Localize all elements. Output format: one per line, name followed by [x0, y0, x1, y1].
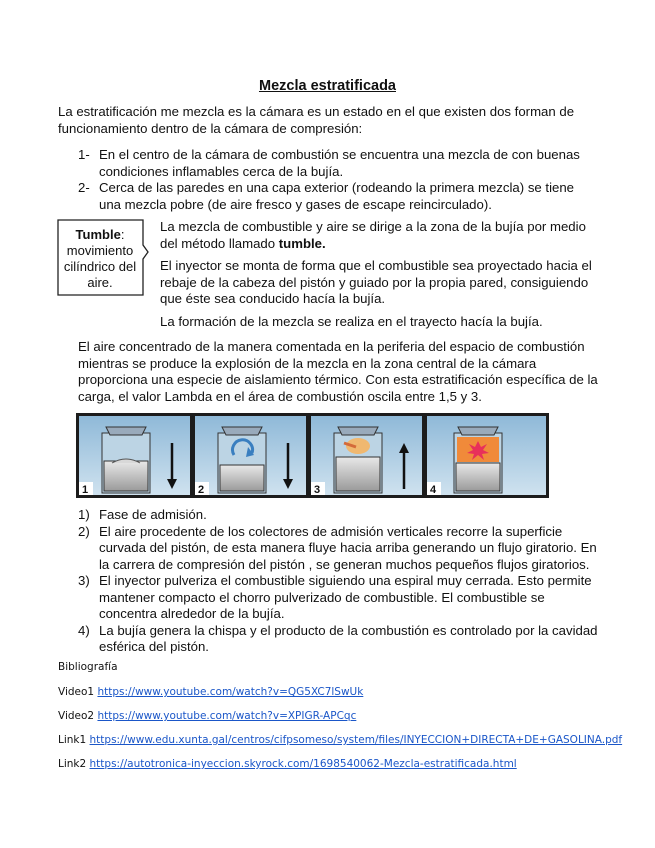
- intro-paragraph: La estratificación me mezcla es la cámara es un estado en el que existen dos forman de funcionamiento dentro de la cámara de compresión:: [58, 104, 575, 136]
- tumble-paragraph: La mezcla de combustible y aire se dirige a la zona de la bujía por medio del método llamado tumble.: [160, 219, 586, 251]
- list-item: 2- Cerca de las paredes en una capa exterior (rodeando la primera mezcla) se tiene una mezcla pobre (de aire fresco y gases de escape reincirculado).: [78, 180, 575, 212]
- phase-2-panel: [195, 416, 306, 495]
- phase-label-1: 1: [82, 484, 89, 496]
- tumble-definition: movimiento cilíndrico del aire.: [63, 243, 137, 290]
- ref-link2: Link2 https://autotronica-inyeccion.skyrock.com/1698540062-Mezcla-estratificada.html: [58, 758, 517, 770]
- list-item: 2) El aire procedente de los colectores de admisión verticales recorre la superficie curvada del pistón, de esta manera fluye hacia arriba generando un flujo giratorio. En la carrera de compresión del pistón , se generan muchos pequeños flujos giratorios.: [78, 523, 597, 572]
- phase-label-4: 4: [430, 484, 437, 496]
- air-insulation-paragraph: El aire concentrado de la manera comentada en la periferia del espacio de combustión mientras se produce la explosión de la mezcla en la zona central de la cámara proporciona una especie de aislamiento térmico. Con esta estratificación específica de la carga, el valor Lambda en el área de combustión oscila entre 1,5 y 3.: [78, 339, 598, 404]
- list-item: 4) La bujía genera la chispa y el producto de la combustión es controlado por la cavidad esférica del pistón.: [78, 622, 598, 654]
- list-item: 1- En el centro de la cámara de combustión se encuentra una mezcla de con buenas condiciones inflamables cerca de la bujía.: [78, 147, 580, 179]
- ref-link1: Link1 https://www.edu.xunta.gal/centros/cifpsomeso/system/files/INYECCION+DIRECTA+DE+GASOLINA.pdf: [58, 734, 623, 746]
- list-item: 3) El inyector pulveriza el combustible siguiendo una espiral muy cerrada. Esto permite mantener compacto el chorro pulverizado de combustible. El combustible se concentra alrededor de la bujía.: [78, 573, 592, 621]
- mixture-formation-paragraph: La formación de la mezcla se realiza en el trayecto hacía la bujía.: [160, 314, 543, 329]
- ref-link[interactable]: https://www.youtube.com/watch?v=QG5XC7lSwUk: [97, 686, 364, 698]
- ref-link[interactable]: https://autotronica-inyeccion.skyrock.com/1698540062-Mezcla-estratificada.html: [89, 758, 517, 770]
- list-item: 1) Fase de admisión.: [78, 507, 207, 522]
- injector-paragraph: El inyector se monta de forma que el combustible sea proyectado hacia el rebaje de la cabeza del pistón y guiado por la propia pared, consiguiendo que éste sea conducido hacía la bujía.: [160, 258, 592, 306]
- stratification-list: [78, 147, 598, 213]
- phases-list: [78, 507, 598, 656]
- page-title: Mezcla estratificada: [258, 78, 396, 94]
- ref-link[interactable]: https://www.edu.xunta.gal/centros/cifpsomeso/system/files/INYECCION+DIRECTA+DE+GASOLINA.pdf: [89, 734, 623, 746]
- phase-1-panel: [79, 416, 190, 495]
- tumble-term: Tumble: [75, 227, 121, 242]
- engine-phases-figure: [76, 413, 549, 498]
- tumble-callout: Tumble: movimiento cilíndrico del aire.: [57, 219, 149, 297]
- bibliography-heading: Bibliografía: [58, 661, 118, 673]
- phase-3-panel: [311, 416, 422, 495]
- phase-4-panel: [427, 416, 546, 495]
- phase-label-3: 3: [314, 484, 321, 496]
- ref-link[interactable]: https://www.youtube.com/watch?v=XPIGR-APCqc: [97, 710, 357, 722]
- ref-video1: Video1 https://www.youtube.com/watch?v=QG5XC7lSwUk: [58, 686, 364, 698]
- phase-label-2: 2: [198, 484, 205, 496]
- ref-video2: Video2 https://www.youtube.com/watch?v=XPIGR-APCqc: [58, 710, 357, 722]
